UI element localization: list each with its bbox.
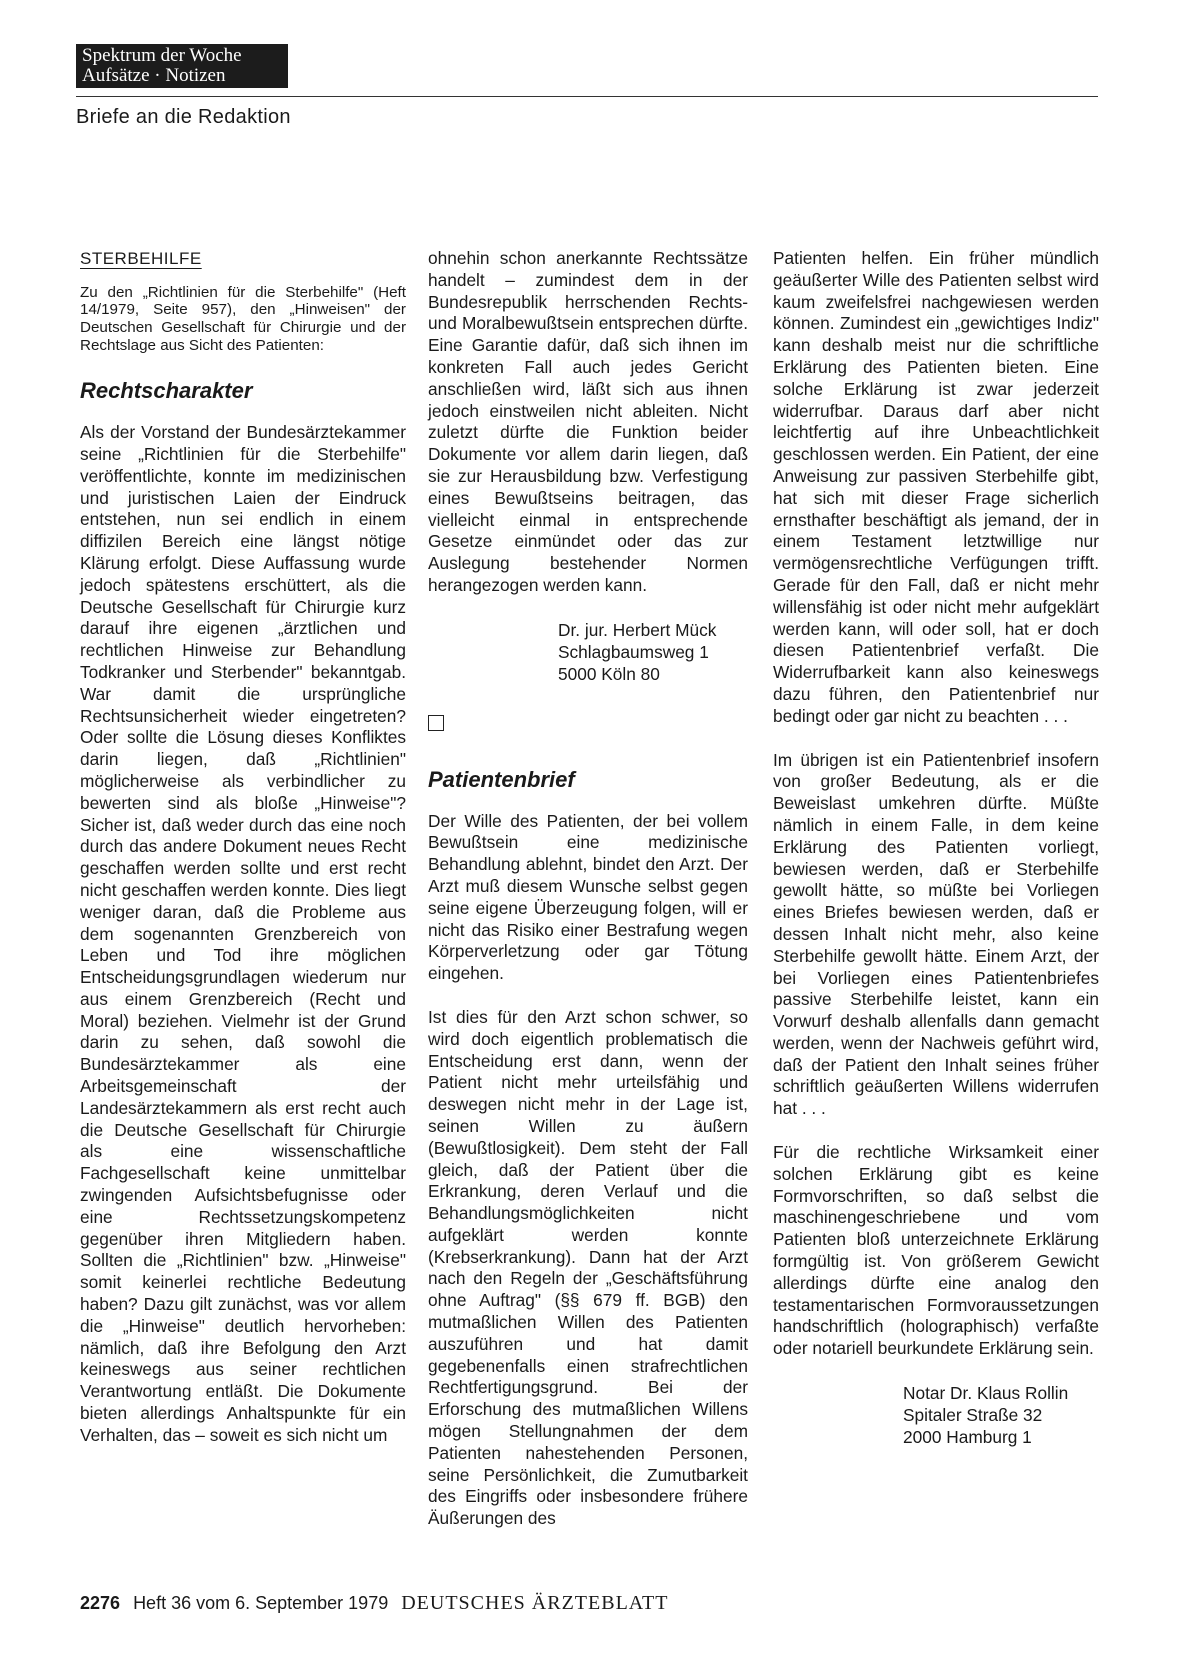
rubric-line-2: Aufsätze · Notizen bbox=[82, 65, 226, 86]
column-3 bbox=[773, 248, 1099, 1448]
signature-name: Dr. jur. Herbert Mück bbox=[558, 619, 717, 640]
letter2-paragraph-1: Der Wille des Patienten, der bei vollem Bewußtsein eine medizinische Behandlung ablehnt, bindet den Arzt. Der Arzt muß diesem Wunsche selbst gegen seine eigene Überzeugung folgen, will er nicht das Risiko einer Bestrafung wegen Körperverletzung oder gar Tötung eingehen. bbox=[428, 810, 748, 984]
letter1-heading: Rechtscharakter bbox=[80, 378, 253, 404]
journal-name: DEUTSCHES ÄRZTEBLATT bbox=[401, 1592, 669, 1614]
issue-info: Heft 36 vom 6. September 1979 bbox=[133, 1593, 389, 1613]
signature-city: 5000 Köln 80 bbox=[558, 663, 660, 684]
letter1-paragraph: Als der Vorstand der Bundesärztekammer seine „Richtlinien für die Sterbehilfe" veröffentlichte, konnte im medizinischen und juristischen Laien der Eindruck entstehen, nun sei endlich in einem diffizilen Bereich eine längst nötige Klärung erfolgt. Diese Auffassung wurde jedoch spätestens erschüttert, als die Deutsche Gesellschaft für Chirurgie kurz darauf ihre eigenen „ärztlichen und rechtlichen Hinweise zur Behandlung Todkranker und Sterbender" bekanntgab. War damit die ursprüngliche Rechtsunsicherheit wieder eingetreten? Oder sollte die Lösung dieses Konfliktes darin liegen, daß „Richtlinien" möglicherweise als verbindlicher zu bewerten sind als bloße „Hinweise"? Sicher ist, daß weder durch das eine noch durch das andere Dokument neues Recht geschaffen werden sollte und erst recht nicht geschaffen werden konnte. Dies liegt weniger daran, daß die Probleme aus dem sogenannten Grenzbereich von Leben und Tod ihre möglichen Entscheidungsgrundlagen wiederum nur aus einem Grenzbereich (Recht und Moral) beziehen. Vielmehr ist der Grund darin zu sehen, daß sowohl die Bundesärztekammer als eine Arbeitsgemeinschaft der Landesärztekammern als erst recht auch die Deutsche Gesellschaft für Chirurgie als eine wissenschaftliche Fachgesellschaft keine unmittelbar zwingenden Aufsichtsbefugnisse oder eine Rechtssetzungskompetenz gegenüber ihren Mitgliedern haben. Sollten die „Richtlinien" bzw. „Hinweise" somit keinerlei rechtliche Bedeutung haben? Dazu gilt zunächst, was vor allem die „Hinweise" deutlich hervorheben: nämlich, daß ihre Befolgung den Arzt keineswegs aus seiner rechtlichen Verantwortung entläßt. Die Dokumente bieten allerdings Anhaltspunkte für ein Verhalten, das – soweit es sich nicht um bbox=[80, 422, 406, 1445]
letter2-paragraph-2-cont: Patienten helfen. Ein früher mündlich geäußerter Wille des Patienten selbst wird kaum zweifelsfrei nachgewiesen werden können. Zumindest ein „gewichtiges Indiz" kann deshalb meist nur die schriftliche Erklärung des Patienten bieten. Eine solche Erklärung ist zwar jederzeit widerrufbar. Daraus darf aber nicht leichtfertig auf ihre Unbeachtlichkeit geschlossen werden. Ein Patient, der eine Anweisung zur passiven Sterbehilfe gibt, hat sich mit dieser Frage sicherlich ernsthafter beschäftigt als jemand, der in einem Testament letztwillige nur vermögensrechtliche Verfügungen trifft. Gerade für den Fall, daß er nicht mehr willensfähig ist oder nicht mehr aufgeklärt werden kann, will oder soll, hat er doch diesen Patientenbrief verfaßt. Die Widerrufbarkeit kann also keineswegs dazu führen, den Patientenbrief nur bedingt oder gar nicht zu beachten . . . bbox=[773, 248, 1099, 726]
page-number: 2276 bbox=[80, 1593, 121, 1613]
section-title: Briefe an die Redaktion bbox=[76, 106, 291, 128]
end-of-letter-box-icon bbox=[428, 715, 444, 731]
header-rule bbox=[76, 96, 1098, 97]
signature-city: 2000 Hamburg 1 bbox=[903, 1427, 1032, 1448]
letter1-signature bbox=[558, 619, 748, 685]
column-1 bbox=[80, 248, 406, 1447]
letter2-paragraph-2: Ist dies für den Arzt schon schwer, so wird doch eigentlich problematisch die Entscheidung erst dann, wenn der Patient nicht mehr urteilsfähig und deswegen nicht mehr in der Lage ist, seinen Willen zu äußern (Bewußtlosigkeit). Dem steht der Fall gleich, daß der Patient über die Erkrankung, deren Verlauf und die Behandlungsmöglichkeiten nicht aufgeklärt werden konnte (Krebserkrankung). Dann hat der Arzt nach den Regeln der „Geschäftsführung ohne Auftrag" (§§ 679 ff. BGB) den mutmaßlichen Willen des Patienten auszuführen und hat damit gegebenenfalls einen strafrechtlichen Rechtfertigungsgrund. Bei der Erforschung des mutmaßlichen Willens mögen Stellungnahmen der dem Patienten nahestehenden Personen, seine Persönlichkeit, die Zumutbarkeit des Eingriffs oder insbesondere frühere Äußerungen des bbox=[428, 1006, 748, 1529]
signature-name: Notar Dr. Klaus Rollin bbox=[903, 1383, 1069, 1404]
signature-street: Spitaler Straße 32 bbox=[903, 1405, 1043, 1426]
letter1-paragraph-cont: ohnehin schon anerkannte Rechtssätze handelt – zumindest dem in der Bundesrepublik herrschenden Rechts- und Moralbewußtsein entsprechen dürfte. Eine Garantie dafür, daß sich ihnen im konkreten Fall auch jedes Gericht anschließen wird, läßt sich aus ihnen jedoch einstweilen nicht ableiten. Nicht zuletzt dürfte die Funktion beider Dokumente vor allem darin liegen, daß sie zur Herausbildung bzw. Verfestigung eines Bewußtseins beitragen, das vielleicht einmal in entsprechende Gesetze einmündet oder das zur Auslegung bestehender Normen herangezogen werden kann. bbox=[428, 248, 748, 595]
letter2-signature bbox=[903, 1382, 1099, 1448]
rubric-box bbox=[76, 44, 288, 88]
topic-kicker: STERBEHILFE bbox=[80, 249, 202, 268]
rubric-line-1: Spektrum der Woche bbox=[82, 45, 242, 66]
letter2-paragraph-3: Im übrigen ist ein Patientenbrief insofern von großer Bedeutung, als er die Beweislast umkehren dürfte. Müßte nämlich in einem Falle, in dem keine Erklärung des Patienten vorliegt, bewiesen werden, daß er Sterbehilfe gewollt hätte, so müßte bei Vorliegen eines Briefes bewiesen werden, daß er dessen Inhalt nicht mehr, also keine Sterbehilfe gewollt hätte. Einem Arzt, der bei Vorliegen eines Patientenbriefes passive Sterbehilfe leistet, kann ein Vorwurf deshalb allenfalls dann gemacht werden, wenn der Nachweis geführt wird, daß der Patient den Inhalt seines früher schriftlich geäußerten Willens widerrufen hat . . . bbox=[773, 749, 1099, 1119]
letter2-heading: Patientenbrief bbox=[428, 766, 575, 792]
letter2-paragraph-4: Für die rechtliche Wirksamkeit einer solchen Erklärung gibt es keine Formvorschriften, so daß selbst die maschinengeschriebene und vom Patienten bloß unterzeichnete Erklärung formgültig ist. Von größerem Gewicht allerdings dürfte eine analog den testamentarischen Formvoraussetzungen handschriftlich (holographisch) verfaßte oder notariell beurkundete Erklärung sein. bbox=[773, 1142, 1099, 1359]
page-footer bbox=[80, 1592, 668, 1615]
signature-street: Schlagbaumsweg 1 bbox=[558, 641, 709, 662]
intro-text: Zu den „Richtlinien für die Sterbehilfe" (Heft 14/1979, Seite 957), den „Hinweisen" der Deutschen Gesellschaft für Chirurgie und der Rechtslage aus Sicht des Patienten: bbox=[80, 283, 406, 354]
column-2 bbox=[428, 248, 748, 1530]
